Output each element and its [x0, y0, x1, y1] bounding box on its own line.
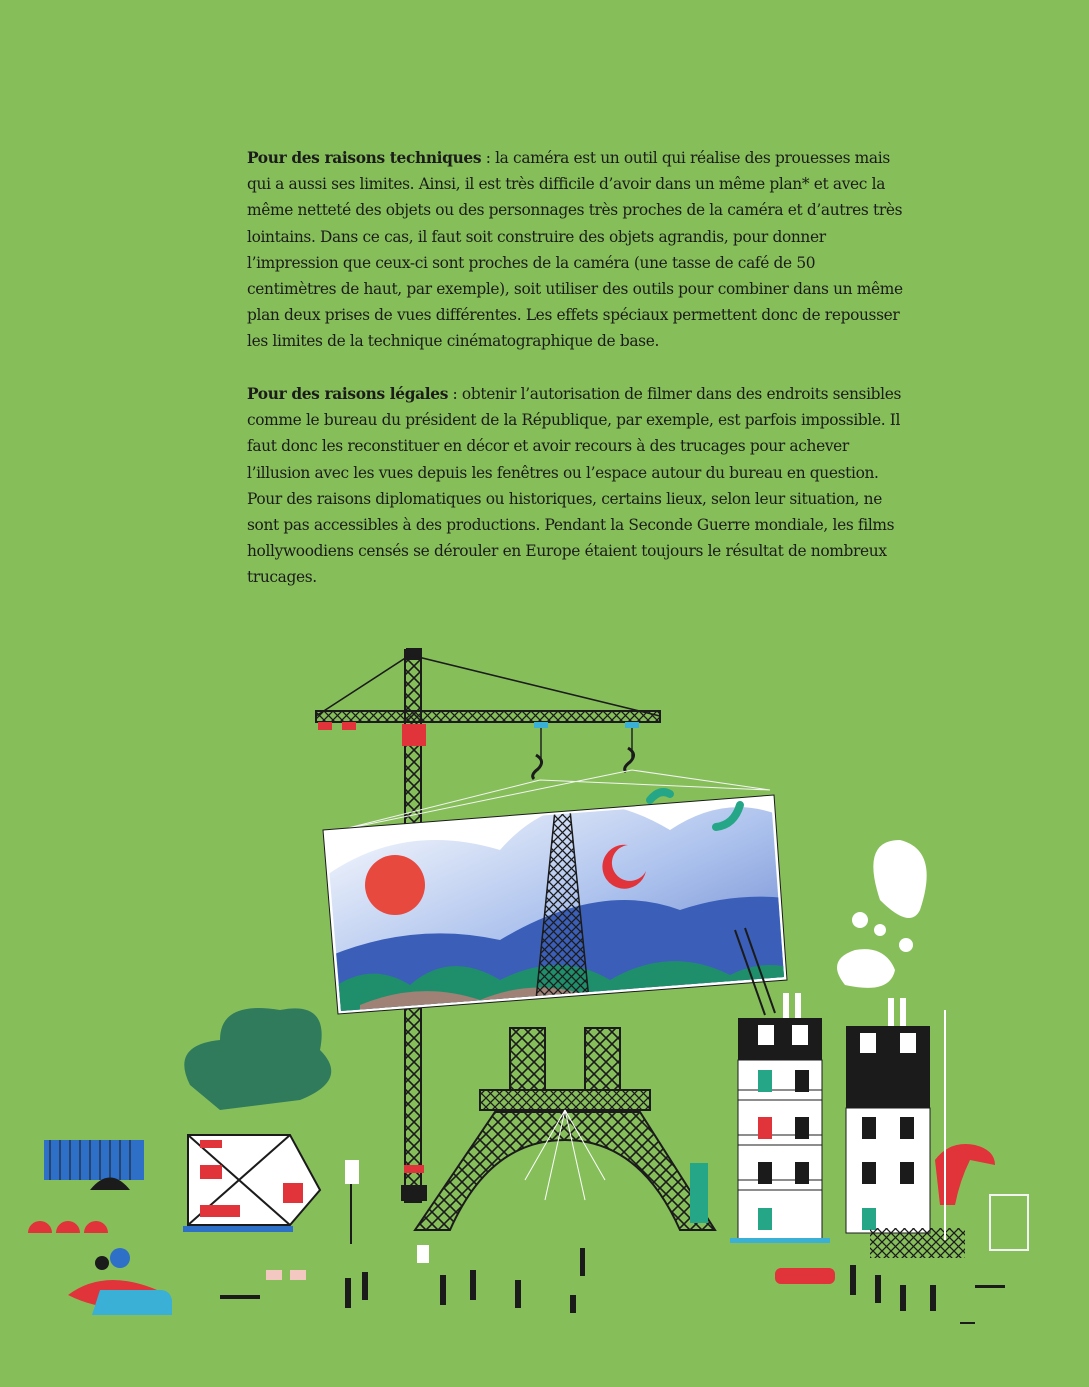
paragraph-lead-heading: Pour des raisons techniques	[247, 149, 482, 167]
paragraph-body: : obtenir l’autorisation de filmer dans des endroits sensibles comme le bureau du président de la République, par exemple, est parfois impossible. Il faut donc les reconstituer en décor et avoir recours à des trucages pour achever l’illusion avec les vues depuis les fenêtres ou l’espace autour du bureau en question. Pour des raisons diplomatiques ou historiques, certains lieux, selon leur situation, ne sont pas accessibles à des productions. Pendant la Seconde Guerre mondiale, les films hollywoodiens censés se dérouler en Europe étaient toujours le résultat de nombreux trucages.	[247, 385, 902, 587]
eiffel-tower-base	[415, 1028, 715, 1230]
haussmann-building-right	[837, 840, 1028, 1258]
paragraph-lead-heading: Pour des raisons légales	[247, 385, 449, 403]
paragraph-body: : la caméra est un outil qui réalise des prouesses mais qui a aussi ses limites. Ainsi, il est très difficile d’avoir dans un même plan* et avec la même netteté des objets ou des personnages très proches de la caméra et d’autres très lointains. Dans ce cas, il faut soit construire des objets agrandis, pour donner l’impression que ceux-ci sont proches de la caméra (une tasse de café de 50 centimètres de haut, par exemple), soit utiliser des outils pour combiner dans un même plan deux prises de vues différentes. Les effets spéciaux permettent donc de repousser les limites de la technique cinématographique de base.	[247, 149, 903, 351]
painted-backdrop	[320, 792, 810, 1020]
paragraph-legal-reasons	[247, 381, 907, 591]
tilted-house-set	[28, 1008, 331, 1233]
film-set-illustration	[0, 630, 1089, 1387]
haussmann-building-left	[730, 993, 830, 1243]
paragraph-technical-reasons	[247, 145, 907, 355]
